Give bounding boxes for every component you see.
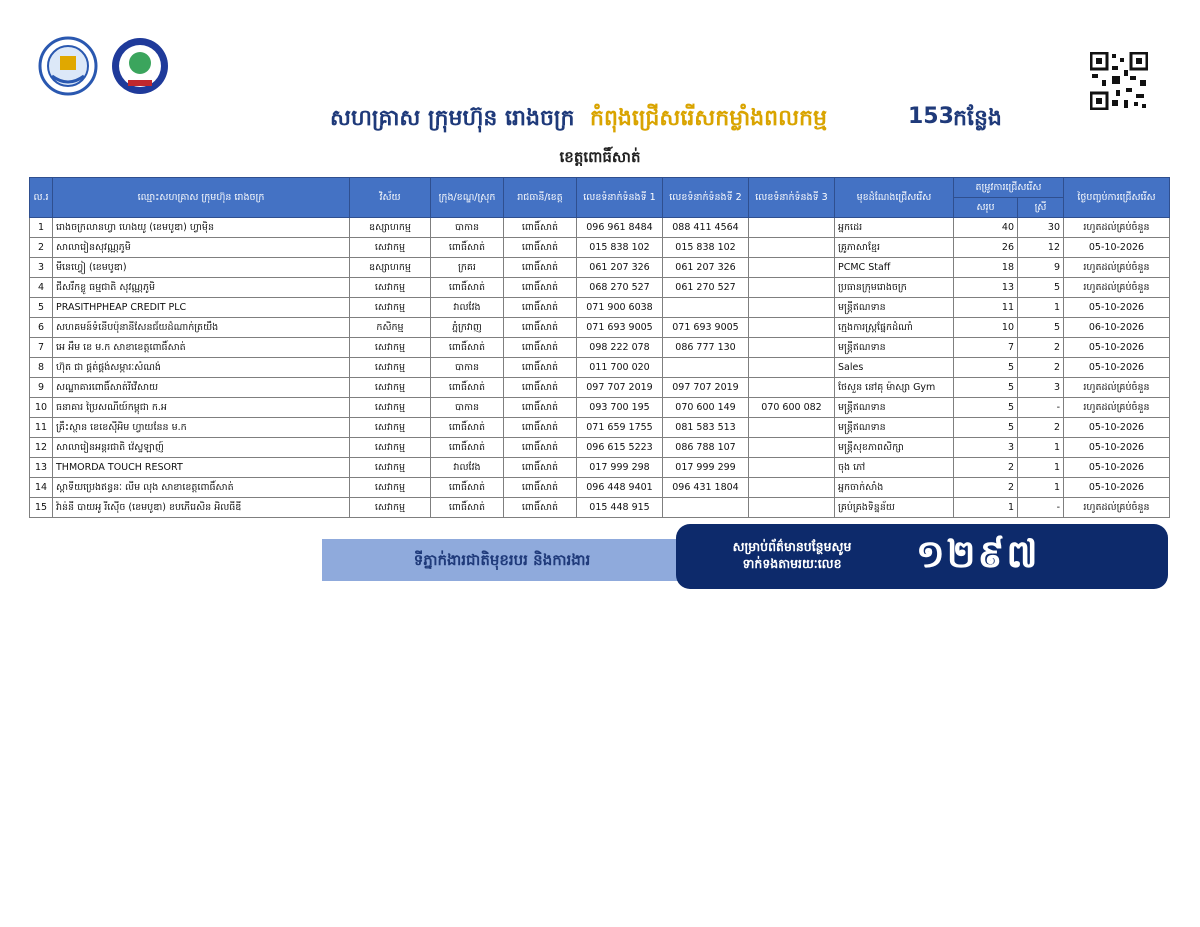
cell-phone3 [749, 218, 835, 238]
header-deadline: ថ្ងៃបញ្ចប់ការជ្រើសរើស [1064, 178, 1170, 218]
agency-name: ទីភ្នាក់ងារជាតិមុខរបរ និងការងារ [413, 551, 591, 569]
cell-phone2: 017 999 299 [663, 458, 749, 478]
cell-sector: សេវាកម្ម [350, 358, 431, 378]
cell-city: ពោធិ៍សាត់ [431, 438, 504, 458]
title-entities: សហគ្រាស ក្រុមហ៊ុន រោងចក្រ [330, 106, 575, 131]
cell-no: 2 [30, 238, 53, 258]
cell-company: PRASITHPHEAP CREDIT PLC [53, 298, 350, 318]
table-row [30, 218, 1170, 238]
cell-female: 1 [1018, 458, 1064, 478]
header-company: ឈ្មោះសហគ្រាស ក្រុមហ៊ុន រោងចក្រ [53, 178, 350, 218]
cell-position: គ្រប់គ្រងទិន្នន័យ [835, 498, 954, 518]
cell-deadline: រហូតដល់គ្រប់ចំនួន [1064, 498, 1170, 518]
cell-position: ក្មេងការស្រ្តផ្នែកដំណាំ [835, 318, 954, 338]
cell-female: 30 [1018, 218, 1064, 238]
cell-phone1: 096 961 8484 [577, 218, 663, 238]
cell-female: 9 [1018, 258, 1064, 278]
cell-phone3 [749, 238, 835, 258]
cell-phone2: 096 431 1804 [663, 478, 749, 498]
cell-city: ក្រគរ [431, 258, 504, 278]
cell-city: ពោធិ៍សាត់ [431, 498, 504, 518]
cell-phone2: 081 583 513 [663, 418, 749, 438]
cell-company: THMORDA TOUCH RESORT [53, 458, 350, 478]
header-phone3: លេខទំនាក់ទំនងទី 3 [749, 178, 835, 218]
cell-position: ថែសួន នៅគុ ម៉ាស្សា Gym [835, 378, 954, 398]
cell-total: 11 [954, 298, 1018, 318]
cell-phone3 [749, 478, 835, 498]
cell-position: មន្ត្រីសុខភាពសិក្សា [835, 438, 954, 458]
cell-phone3 [749, 338, 835, 358]
cell-phone1: 068 270 527 [577, 278, 663, 298]
cell-province: ពោធិ៍សាត់ [504, 398, 577, 418]
header-no: ល.រ [30, 178, 53, 218]
header-total: សរុប [954, 198, 1018, 218]
cell-female: 2 [1018, 418, 1064, 438]
table-row [30, 238, 1170, 258]
cell-phone3 [749, 498, 835, 518]
cell-female: 1 [1018, 478, 1064, 498]
cell-company: សហគមន៍ទំនើបប៉ុនានីសែនជ័យដំណាក់ត្រយឹង [53, 318, 350, 338]
cell-phone1: 071 900 6038 [577, 298, 663, 318]
cell-total: 3 [954, 438, 1018, 458]
cell-deadline: 05-10-2026 [1064, 478, 1170, 498]
cell-female: 12 [1018, 238, 1064, 258]
cell-deadline: រហូតដល់គ្រប់ចំនួន [1064, 218, 1170, 238]
cell-deadline: រហូតដល់គ្រប់ចំនួន [1064, 258, 1170, 278]
cell-phone3 [749, 438, 835, 458]
cell-sector: សេវាកម្ម [350, 418, 431, 438]
cell-no: 4 [30, 278, 53, 298]
cell-female: 1 [1018, 298, 1064, 318]
cell-phone3 [749, 378, 835, 398]
cell-phone1: 015 448 915 [577, 498, 663, 518]
cell-phone3 [749, 458, 835, 478]
header-province: រាជធានី/ខេត្ត [504, 178, 577, 218]
cell-female: 1 [1018, 438, 1064, 458]
table-row [30, 398, 1170, 418]
cell-company: មីនេហ្វៀ (ខេមបូឌា) [53, 258, 350, 278]
cell-phone1: 097 707 2019 [577, 378, 663, 398]
cell-city: ពោធិ៍សាត់ [431, 238, 504, 258]
cell-company: សាលារៀនសុវណ្ណភូមិ [53, 238, 350, 258]
cell-total: 5 [954, 378, 1018, 398]
cell-company: វ៉ាន់នី បាយអូ រីស៊ើច (ខេមបូឌា) ខបភើរេសិន អិលធីឌី [53, 498, 350, 518]
cell-phone1: 061 207 326 [577, 258, 663, 278]
hotline-info-line1: សម្រាប់ព័ត៌មានបន្ថែមសូម [732, 539, 852, 554]
cell-company: សណ្ឋាគារពោធិ៍សាត់រីវើសាយ [53, 378, 350, 398]
cell-total: 40 [954, 218, 1018, 238]
cell-no: 6 [30, 318, 53, 338]
cell-phone2: 015 838 102 [663, 238, 749, 258]
cell-city: បាកាន [431, 358, 504, 378]
cell-phone2: 070 600 149 [663, 398, 749, 418]
cell-phone3 [749, 278, 835, 298]
cell-total: 1 [954, 498, 1018, 518]
table-row [30, 458, 1170, 478]
cell-deadline: 05-10-2026 [1064, 338, 1170, 358]
cell-no: 15 [30, 498, 53, 518]
table-row [30, 418, 1170, 438]
cell-phone2: 061 270 527 [663, 278, 749, 298]
header-position: មុខដំណែងជ្រើសរើស [835, 178, 954, 218]
job-rows [30, 218, 1170, 518]
hotline-info-line2: ទាក់ទងតាមរយៈលេខ [742, 556, 842, 571]
cell-deadline: រហូតដល់គ្រប់ចំនួន [1064, 378, 1170, 398]
cell-position: មន្ត្រីឥណទាន [835, 298, 954, 318]
cell-phone3 [749, 418, 835, 438]
cell-phone2: 086 777 130 [663, 338, 749, 358]
cell-no: 12 [30, 438, 53, 458]
cell-province: ពោធិ៍សាត់ [504, 238, 577, 258]
cell-phone3: 070 600 082 [749, 398, 835, 418]
cell-position: មន្ត្រីឥណទាន [835, 398, 954, 418]
cell-deadline: 05-10-2026 [1064, 358, 1170, 378]
cell-total: 13 [954, 278, 1018, 298]
cell-position: មន្ត្រីឥណទាន [835, 418, 954, 438]
cell-sector: សេវាកម្ម [350, 398, 431, 418]
cell-city: វាលវែង [431, 458, 504, 478]
cell-total: 26 [954, 238, 1018, 258]
cell-city: ពោធិ៍សាត់ [431, 478, 504, 498]
cell-sector: សេវាកម្ម [350, 238, 431, 258]
cell-phone3 [749, 258, 835, 278]
cell-phone2: 088 411 4564 [663, 218, 749, 238]
cell-city: បាកាន [431, 398, 504, 418]
cell-position: ប្រធានក្រុមរោងចក្រ [835, 278, 954, 298]
cell-sector: សេវាកម្ម [350, 298, 431, 318]
cell-no: 5 [30, 298, 53, 318]
province-heading: ខេត្តពោធិ៍សាត់ [559, 148, 641, 166]
cell-sector: សេវាកម្ម [350, 478, 431, 498]
cell-sector: កសិកម្ម [350, 318, 431, 338]
job-vacancy-table [29, 177, 1170, 518]
agency-banner [322, 539, 682, 581]
cell-no: 9 [30, 378, 53, 398]
header-needs: តម្រូវការជ្រើសរើស [954, 178, 1064, 198]
cell-no: 11 [30, 418, 53, 438]
cell-sector: សេវាកម្ម [350, 378, 431, 398]
cell-company: រោងចក្រលានហ្វា ហេងយូ (ខេមបូឌា) ហ្វាម៉ិន [53, 218, 350, 238]
cell-sector: ឧស្សាហកម្ម [350, 258, 431, 278]
cell-phone1: 093 700 195 [577, 398, 663, 418]
cell-province: ពោធិ៍សាត់ [504, 278, 577, 298]
cell-phone3 [749, 298, 835, 318]
cell-company: គ្រឹះស្ថាន ខេខេស៊ីអិម ហ្វាយនែន ម.ក [53, 418, 350, 438]
cell-total: 7 [954, 338, 1018, 358]
agency-emblem-logo [110, 36, 170, 96]
cell-female: 5 [1018, 278, 1064, 298]
header-phone1: លេខទំនាក់ទំនងទី 1 [577, 178, 663, 218]
cell-phone2: 071 693 9005 [663, 318, 749, 338]
cell-phone1: 098 222 078 [577, 338, 663, 358]
cell-city: បាកាន [431, 218, 504, 238]
table-row [30, 478, 1170, 498]
cell-phone1: 096 615 5223 [577, 438, 663, 458]
cell-female: 5 [1018, 318, 1064, 338]
cell-phone1: 015 838 102 [577, 238, 663, 258]
cell-deadline: 05-10-2026 [1064, 418, 1170, 438]
hotline-info [712, 538, 872, 572]
cell-no: 10 [30, 398, 53, 418]
cell-sector: សេវាកម្ម [350, 458, 431, 478]
header-female: ស្រី [1018, 198, 1064, 218]
cell-phone1: 071 693 9005 [577, 318, 663, 338]
cell-deadline: 05-10-2026 [1064, 458, 1170, 478]
header-sector: វិស័យ [350, 178, 431, 218]
cell-total: 10 [954, 318, 1018, 338]
table-row [30, 438, 1170, 458]
cell-total: 5 [954, 398, 1018, 418]
cell-sector: សេវាកម្ម [350, 278, 431, 298]
header-city: ក្រុង/ខណ្ឌ/ស្រុក [431, 178, 504, 218]
cell-city: ពោធិ៍សាត់ [431, 418, 504, 438]
cell-sector: សេវាកម្ម [350, 438, 431, 458]
cell-total: 5 [954, 418, 1018, 438]
ministry-emblem-logo [38, 36, 98, 96]
page-title [0, 104, 1200, 138]
table-row [30, 358, 1170, 378]
qr-code-icon [1090, 52, 1148, 110]
cell-province: ពោធិ៍សាត់ [504, 338, 577, 358]
cell-female: - [1018, 398, 1064, 418]
cell-female: 2 [1018, 338, 1064, 358]
cell-province: ពោធិ៍សាត់ [504, 438, 577, 458]
cell-phone3 [749, 358, 835, 378]
cell-city: ពោធិ៍សាត់ [431, 378, 504, 398]
hotline-banner [676, 524, 1168, 589]
cell-phone1: 017 999 298 [577, 458, 663, 478]
cell-province: ពោធិ៍សាត់ [504, 318, 577, 338]
cell-no: 8 [30, 358, 53, 378]
table-row [30, 298, 1170, 318]
cell-position: គ្រូភាសាខ្មែរ [835, 238, 954, 258]
cell-no: 7 [30, 338, 53, 358]
cell-position: អ្នកដេរ [835, 218, 954, 238]
cell-deadline: 05-10-2026 [1064, 298, 1170, 318]
cell-phone2: 086 788 107 [663, 438, 749, 458]
cell-phone1: 011 700 020 [577, 358, 663, 378]
cell-no: 3 [30, 258, 53, 278]
cell-phone2 [663, 358, 749, 378]
cell-province: ពោធិ៍សាត់ [504, 478, 577, 498]
cell-total: 2 [954, 478, 1018, 498]
cell-position: ចុង ភៅ [835, 458, 954, 478]
cell-female: - [1018, 498, 1064, 518]
cell-phone2 [663, 498, 749, 518]
title-recruiting: កំពុងជ្រើសរើសកម្លាំងពលកម្ម [590, 106, 827, 131]
title-count-unit: កន្លែង [953, 106, 1002, 131]
cell-total: 2 [954, 458, 1018, 478]
cell-province: ពោធិ៍សាត់ [504, 458, 577, 478]
cell-province: ពោធិ៍សាត់ [504, 358, 577, 378]
cell-company: អេ អឹម ខេ ម.ក សាខាខេត្តពោធិ៍សាត់ [53, 338, 350, 358]
cell-deadline: 06-10-2026 [1064, 318, 1170, 338]
table-row [30, 318, 1170, 338]
cell-phone2: 097 707 2019 [663, 378, 749, 398]
cell-position: Sales [835, 358, 954, 378]
cell-deadline: 05-10-2026 [1064, 438, 1170, 458]
cell-province: ពោធិ៍សាត់ [504, 298, 577, 318]
cell-phone3 [749, 318, 835, 338]
cell-city: ពោធិ៍សាត់ [431, 338, 504, 358]
cell-phone2 [663, 298, 749, 318]
cell-sector: សេវាកម្ម [350, 498, 431, 518]
cell-total: 18 [954, 258, 1018, 278]
table-row [30, 338, 1170, 358]
cell-company: ធនាគារ ប្រៃសណីយ៍កម្ពុជា ក.អ [53, 398, 350, 418]
cell-city: ពោធិ៍សាត់ [431, 278, 504, 298]
table-row [30, 278, 1170, 298]
cell-deadline: 05-10-2026 [1064, 238, 1170, 258]
cell-position: PCMC Staff [835, 258, 954, 278]
cell-province: ពោធិ៍សាត់ [504, 498, 577, 518]
title-count: 153 [908, 104, 954, 129]
table-row [30, 258, 1170, 278]
cell-female: 3 [1018, 378, 1064, 398]
cell-no: 1 [30, 218, 53, 238]
table-row [30, 378, 1170, 398]
cell-city: វាលវែង [431, 298, 504, 318]
cell-sector: ឧស្សាហកម្ម [350, 218, 431, 238]
cell-province: ពោធិ៍សាត់ [504, 418, 577, 438]
cell-no: 13 [30, 458, 53, 478]
cell-company: ស្តាទីយប្រេងឥន្ធនៈ លីម លុង សាខាខេត្តពោធិ៍សាត់ [53, 478, 350, 498]
cell-city: ភ្នំក្រវាញ [431, 318, 504, 338]
cell-total: 5 [954, 358, 1018, 378]
cell-province: ពោធិ៍សាត់ [504, 378, 577, 398]
cell-province: ពោធិ៍សាត់ [504, 218, 577, 238]
cell-company: ជីសរឹកខ្លូ ធម្មជាតិ សុវណ្ណភូមិ [53, 278, 350, 298]
header-phone2: លេខទំនាក់ទំនងទី 2 [663, 178, 749, 218]
hotline-number: ១២៩៧ [916, 532, 1040, 576]
cell-female: 2 [1018, 358, 1064, 378]
cell-sector: សេវាកម្ម [350, 338, 431, 358]
cell-company: ហ៊ុត ជា ផ្គត់ផ្គង់សម្ភារៈសំណង់ [53, 358, 350, 378]
cell-phone1: 096 448 9401 [577, 478, 663, 498]
cell-position: មន្ត្រីឥណទាន [835, 338, 954, 358]
table-row [30, 498, 1170, 518]
cell-position: អ្នកចាក់សាំង [835, 478, 954, 498]
cell-phone2: 061 207 326 [663, 258, 749, 278]
cell-deadline: រហូតដល់គ្រប់ចំនួន [1064, 278, 1170, 298]
cell-phone1: 071 659 1755 [577, 418, 663, 438]
cell-no: 14 [30, 478, 53, 498]
cell-company: សាលារៀនអន្តរជាតិ វ៉េស្ទឡាញ៍ [53, 438, 350, 458]
cell-province: ពោធិ៍សាត់ [504, 258, 577, 278]
cell-deadline: រហូតដល់គ្រប់ចំនួន [1064, 398, 1170, 418]
